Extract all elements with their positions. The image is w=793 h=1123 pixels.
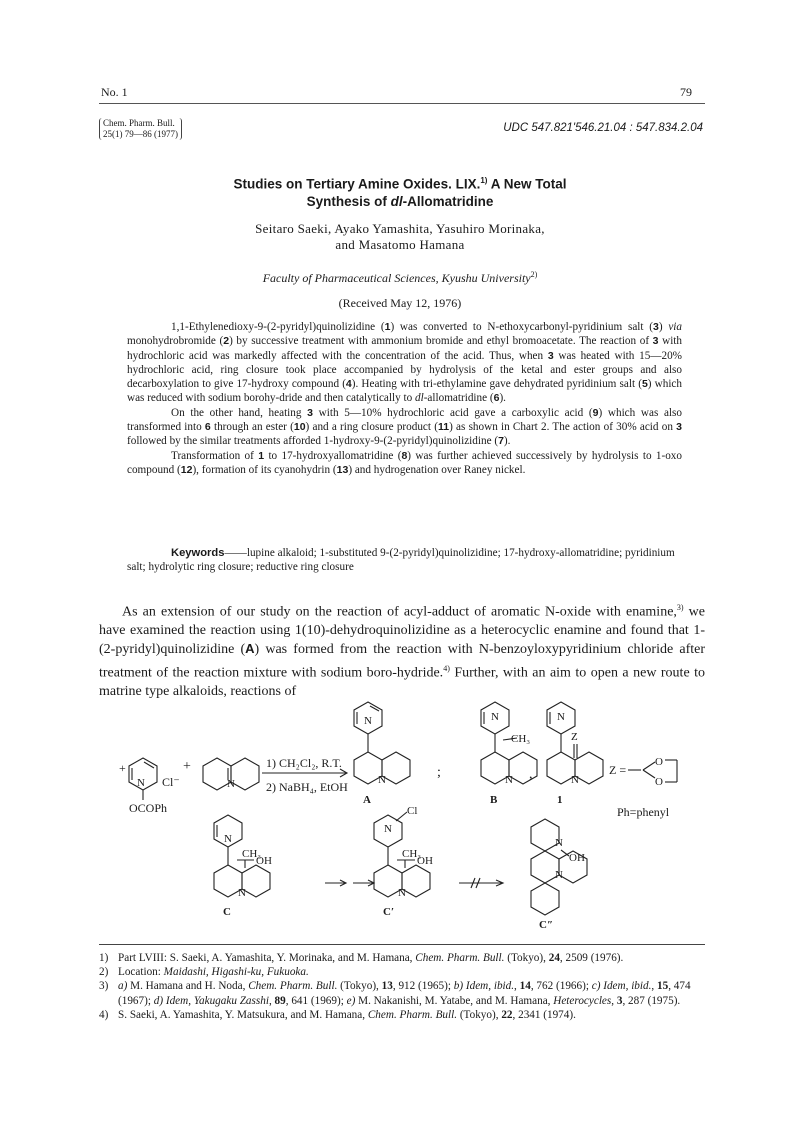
title-ref: 1) bbox=[480, 176, 488, 185]
compound-number: 4 bbox=[345, 378, 352, 391]
footnote-text: , 2341 (1974). bbox=[512, 1008, 576, 1021]
compound-C1-n: N bbox=[398, 887, 406, 899]
abstract-paragraph-1 bbox=[127, 320, 682, 406]
title-line2-tail: -Allomatridine bbox=[402, 193, 494, 209]
compound-C-pyridine-n: N bbox=[224, 833, 232, 845]
location: Maidashi, Higashi-ku, Fukuoka. bbox=[163, 966, 309, 979]
keywords-label: Keywords bbox=[171, 547, 225, 559]
footnote-4 bbox=[99, 1008, 705, 1022]
compound-C2-n: N bbox=[555, 869, 563, 881]
journal-name: Idem, ibid. bbox=[465, 980, 515, 993]
footnote-3 bbox=[99, 979, 705, 1007]
abstract-text: ) which was reduced with sodium borohy-dride and then catalytically to bbox=[127, 378, 682, 405]
journal-name: Chem. Pharm. Bull. bbox=[415, 952, 505, 964]
volume: 14 bbox=[519, 980, 531, 993]
abstract-italic: via bbox=[668, 321, 682, 333]
compound-C-hydroxyl: OH bbox=[256, 855, 272, 867]
reagent-step-1: 1) CH₂Cl₂, R.T. bbox=[266, 756, 342, 770]
footnote-text: , bbox=[651, 980, 657, 993]
footnote-text: , 474 (1967); bbox=[118, 980, 691, 1007]
journal-name: Chem. Pharm. Bull. bbox=[248, 980, 338, 993]
abstract-text: ), formation of its cyanohydrin ( bbox=[192, 463, 337, 476]
footnote-text: , bbox=[268, 994, 275, 1007]
abstract-text: was heated with 15—20% hydrochloric acid, ring closure took place accompanied by hydrolysis of the ketal and ester groups and also decarboxylation to give 17-hydroxy compound ( bbox=[127, 349, 682, 391]
footnote-text: , 762 (1966); bbox=[530, 980, 592, 993]
footnote-rule bbox=[99, 944, 705, 945]
abstract-text: with hydrochloric acid was markedly affected with the concentration of the acid. Thus, when bbox=[127, 335, 683, 362]
compound-number: 6 bbox=[204, 421, 211, 434]
abstract-text: ) and a ring closure product ( bbox=[305, 421, 438, 434]
abstract-text: Transformation of bbox=[171, 449, 259, 462]
compound-number: 3 bbox=[547, 349, 554, 362]
abstract-text: ) which was also transformed into bbox=[127, 406, 682, 434]
volume: 24 bbox=[548, 952, 560, 964]
compound-number: 2 bbox=[223, 335, 230, 348]
footnote-text: , 287 (1975). bbox=[622, 994, 681, 1007]
authors-line1: Seitaro Saeki, Ayako Yamashita, Yasuhiro Morinaka, bbox=[255, 221, 545, 236]
label-C: C bbox=[223, 906, 231, 918]
compound-C-n: N bbox=[238, 887, 246, 899]
paper-title bbox=[150, 172, 650, 210]
volume: 13 bbox=[381, 980, 393, 993]
label-A: A bbox=[363, 794, 371, 806]
compound-number: 1 bbox=[384, 321, 391, 333]
journal-name: Idem, ibid. bbox=[603, 980, 652, 993]
abstract-text: ). bbox=[499, 392, 506, 405]
compound-number: 7 bbox=[498, 435, 504, 448]
reaction-scheme bbox=[99, 690, 709, 930]
footnote-number: 1) bbox=[99, 952, 109, 964]
reagent-step-2: 2) NaBH₄, EtOH bbox=[266, 780, 348, 794]
compound-number: 10 bbox=[293, 421, 306, 434]
abstract-text: ) as shown in Chart 2. The action of 30% acid on bbox=[449, 421, 677, 434]
compound-B-n: N bbox=[505, 774, 513, 786]
footnote-text: (Tokyo), bbox=[504, 952, 549, 964]
footnote-text: , 641 (1969); bbox=[285, 994, 347, 1007]
phenyl-definition: Ph=phenyl bbox=[617, 805, 670, 819]
volume: 22 bbox=[501, 1008, 513, 1021]
footnote-number: 2) bbox=[99, 966, 109, 979]
compound-B-pyridine-n: N bbox=[491, 711, 499, 723]
body-text-span: As an extension of our study on the reaction of acyl-adduct of aromatic N-oxide with enamine, bbox=[122, 604, 677, 620]
sub-label: a) bbox=[118, 980, 128, 993]
compound-1-n: N bbox=[571, 774, 579, 786]
keywords-dash: —— bbox=[224, 547, 247, 559]
abstract-text: ) was further achieved successively by hydrolysis to 1-oxo compound ( bbox=[127, 449, 682, 476]
compound-number: 3 bbox=[653, 321, 659, 333]
body-text-span: Further, with an aim to open a new route to matrine type alkaloids, reactions of bbox=[99, 665, 706, 699]
dioxolane-o-bottom: O bbox=[655, 776, 663, 788]
title-dl: dl bbox=[390, 193, 403, 209]
enamine-n-label: N bbox=[227, 778, 235, 790]
affiliation bbox=[150, 270, 650, 286]
journal-name: Idem, Yakugaku Zasshi bbox=[165, 994, 269, 1007]
compound-1-structure bbox=[547, 702, 603, 784]
journal-name: Heterocycles bbox=[553, 994, 612, 1007]
compound-number: 9 bbox=[592, 406, 599, 419]
label-C-double-prime: C″ bbox=[539, 919, 554, 930]
footnote-text: M. Hamana and H. Noda, bbox=[127, 980, 249, 993]
compound-A-pyridine-n: N bbox=[364, 715, 372, 727]
compound-A-n: N bbox=[378, 774, 386, 786]
compound-number: 6 bbox=[493, 392, 500, 405]
volume: 15 bbox=[657, 980, 669, 993]
abstract-text: -allomatridine ( bbox=[423, 392, 494, 405]
abstract-text: ). bbox=[503, 435, 511, 448]
compound-number: 1 bbox=[258, 449, 265, 462]
compound-number: 5 bbox=[641, 378, 648, 391]
compound-number: 13 bbox=[336, 463, 349, 476]
label-C-prime: C′ bbox=[383, 906, 395, 918]
abstract-text: 1,1-Ethylenedioxy-9-(2-pyridyl)quinolizidine ( bbox=[171, 321, 385, 333]
footnote-text: Part LVIII: S. Saeki, A. Yamashita, Y. Morinaka, and M. Hamana, bbox=[118, 952, 416, 964]
footnote-text: Location: bbox=[118, 966, 164, 979]
compound-C1-methyl: CH₃ bbox=[402, 848, 422, 860]
affiliation-ref: 2) bbox=[530, 270, 538, 279]
compound-C2-bridge-n: N bbox=[555, 837, 563, 849]
keywords bbox=[127, 546, 682, 575]
abstract-italic: dl bbox=[415, 392, 424, 405]
footnotes bbox=[99, 951, 705, 1022]
sub-label: c) bbox=[591, 980, 601, 993]
chloride-label: Cl⁻ bbox=[162, 775, 180, 789]
sub-label: e) bbox=[346, 994, 356, 1007]
abstract-text: monohydrobromide ( bbox=[127, 335, 224, 348]
ketal-definition-structure bbox=[628, 760, 677, 782]
authors bbox=[150, 221, 650, 253]
abstract-text: ) was converted to N-ethoxycarbonyl-pyridinium salt ( bbox=[390, 321, 653, 333]
label-B: B bbox=[490, 794, 498, 806]
journal-volume: 25(1) 79—86 (1977) bbox=[103, 129, 178, 139]
sub-label: d) bbox=[153, 994, 164, 1007]
compound-C2-hydroxyl: OH bbox=[569, 852, 585, 864]
compound-C1-chloro: Cl bbox=[407, 805, 418, 817]
separator-semicolon: ; bbox=[437, 765, 441, 780]
separator-comma: , bbox=[529, 767, 533, 782]
label-1: 1 bbox=[557, 794, 563, 806]
footnote-text: , 912 (1965); bbox=[392, 980, 454, 993]
footnote-text: S. Saeki, A. Yamashita, Y. Matsukura, and M. Hamana, bbox=[118, 1008, 368, 1021]
title-line2-pre: Synthesis of bbox=[306, 193, 391, 209]
compound-C-methyl: CH₃ bbox=[242, 848, 262, 860]
footnote-number: 3) bbox=[99, 980, 109, 993]
compound-C1-hydroxyl: OH bbox=[417, 855, 433, 867]
abstract-text: ) by successive treatment with ammonium bromide and ethyl bromoacetate. The reaction of bbox=[229, 335, 653, 348]
issue-number: No. 1 bbox=[101, 85, 128, 99]
abstract bbox=[127, 320, 682, 477]
compound-1-pyridine-n: N bbox=[557, 711, 565, 723]
footnote-number: 4) bbox=[99, 1008, 109, 1021]
footnote-text: M. Nakanishi, M. Yatabe, and M. Hamana, bbox=[355, 994, 554, 1007]
compound-number: 3 bbox=[307, 406, 313, 419]
compound-B-methyl: CH₃ bbox=[511, 733, 531, 745]
abstract-text: ) and hydrogenation over Raney nickel. bbox=[348, 463, 526, 476]
compound-number: 3 bbox=[652, 335, 659, 348]
compound-label: A bbox=[245, 641, 255, 657]
abstract-paragraph-3 bbox=[127, 449, 682, 478]
received-date: (Received May 12, 1976) bbox=[338, 296, 462, 310]
page-number: 79 bbox=[680, 85, 692, 99]
affiliation-text: Faculty of Pharmaceutical Sciences, Kyushu University bbox=[262, 271, 531, 285]
compound-number: 8 bbox=[401, 449, 408, 462]
plus-sign: + bbox=[183, 759, 191, 774]
body-paragraph bbox=[99, 599, 705, 701]
charge-plus-label: + bbox=[119, 761, 126, 775]
compound-A-structure bbox=[354, 702, 410, 784]
compound-number: 3 bbox=[676, 421, 682, 434]
title-line1-tail: A New Total bbox=[487, 176, 567, 192]
footnote-2 bbox=[99, 965, 705, 979]
body-ref: 4) bbox=[443, 663, 450, 673]
body-ref: 3) bbox=[676, 603, 684, 612]
abstract-paragraph-2 bbox=[127, 406, 682, 449]
keywords-text: lupine alkaloid; 1-substituted 9-(2-pyridyl)quinolizidine; 17-hydroxy-allomatridine; pyridinium salt; hydrolytic ring closure; reductive ring closure bbox=[127, 547, 675, 574]
footnote-text: , bbox=[611, 994, 617, 1007]
authors-line2: and Masatomo Hamana bbox=[335, 237, 465, 252]
header-rule bbox=[99, 103, 705, 104]
pyridinium-n-label: N bbox=[137, 777, 145, 789]
volume: 89 bbox=[274, 994, 286, 1007]
compound-C-double-prime-structure bbox=[531, 819, 587, 915]
abstract-text: followed by the similar treatments afforded 1-hydroxy-9-(2-pyridyl)quinolizidine ( bbox=[127, 435, 499, 448]
compound-number: 12 bbox=[180, 463, 193, 476]
abstract-text: to 17-hydroxyallomatridine ( bbox=[264, 449, 402, 462]
footnote-text: , 2509 (1976). bbox=[559, 952, 624, 964]
abstract-text: ). Heating with tri-ethylamine gave dehydrated pyridinium salt ( bbox=[351, 378, 642, 391]
volume: 3 bbox=[616, 994, 623, 1007]
compound-1-z: Z bbox=[571, 731, 578, 743]
footnote-text: (Tokyo), bbox=[337, 980, 382, 993]
body-text-span: we have examined the reaction using 1(10)-dehydroquinolizidine as a heterocyclic enamine and found that 1-(2-pyridyl)quinolizidine ( bbox=[99, 604, 705, 658]
benzoyloxy-label: OCOPh bbox=[129, 801, 168, 815]
footnote-text: , bbox=[514, 980, 520, 993]
compound-C1-pyridine-n: N bbox=[384, 823, 392, 835]
abstract-text: through an ester ( bbox=[210, 421, 294, 434]
compound-number: 11 bbox=[437, 421, 450, 434]
abstract-text: ) bbox=[658, 321, 669, 333]
abstract-text: with 5—10% hydrochloric acid gave a carboxylic acid ( bbox=[313, 406, 593, 419]
body-text bbox=[99, 599, 705, 701]
title-line1: Studies on Tertiary Amine Oxides. LIX. bbox=[233, 176, 481, 192]
journal-name: Chem. Pharm. Bull. bbox=[103, 118, 175, 128]
journal-name: Chem. Pharm. Bull. bbox=[367, 1008, 458, 1021]
sub-label: b) bbox=[453, 980, 464, 993]
footnote-1 bbox=[99, 951, 705, 965]
abstract-text: On the other hand, heating bbox=[171, 406, 308, 419]
body-text-span: ) was formed from the reaction with N-benzoyloxypyridinium chloride after treatment of the reaction mixture with sodium boro-hydride. bbox=[99, 642, 705, 681]
journal-citation-block bbox=[99, 118, 182, 140]
udc-code: UDC 547.821'546.21.04 : 547.834.2.04 bbox=[503, 122, 703, 134]
z-definition-label: Z = bbox=[609, 763, 627, 777]
dioxolane-o-top: O bbox=[655, 756, 663, 768]
footnote-text: (Tokyo), bbox=[457, 1008, 502, 1021]
